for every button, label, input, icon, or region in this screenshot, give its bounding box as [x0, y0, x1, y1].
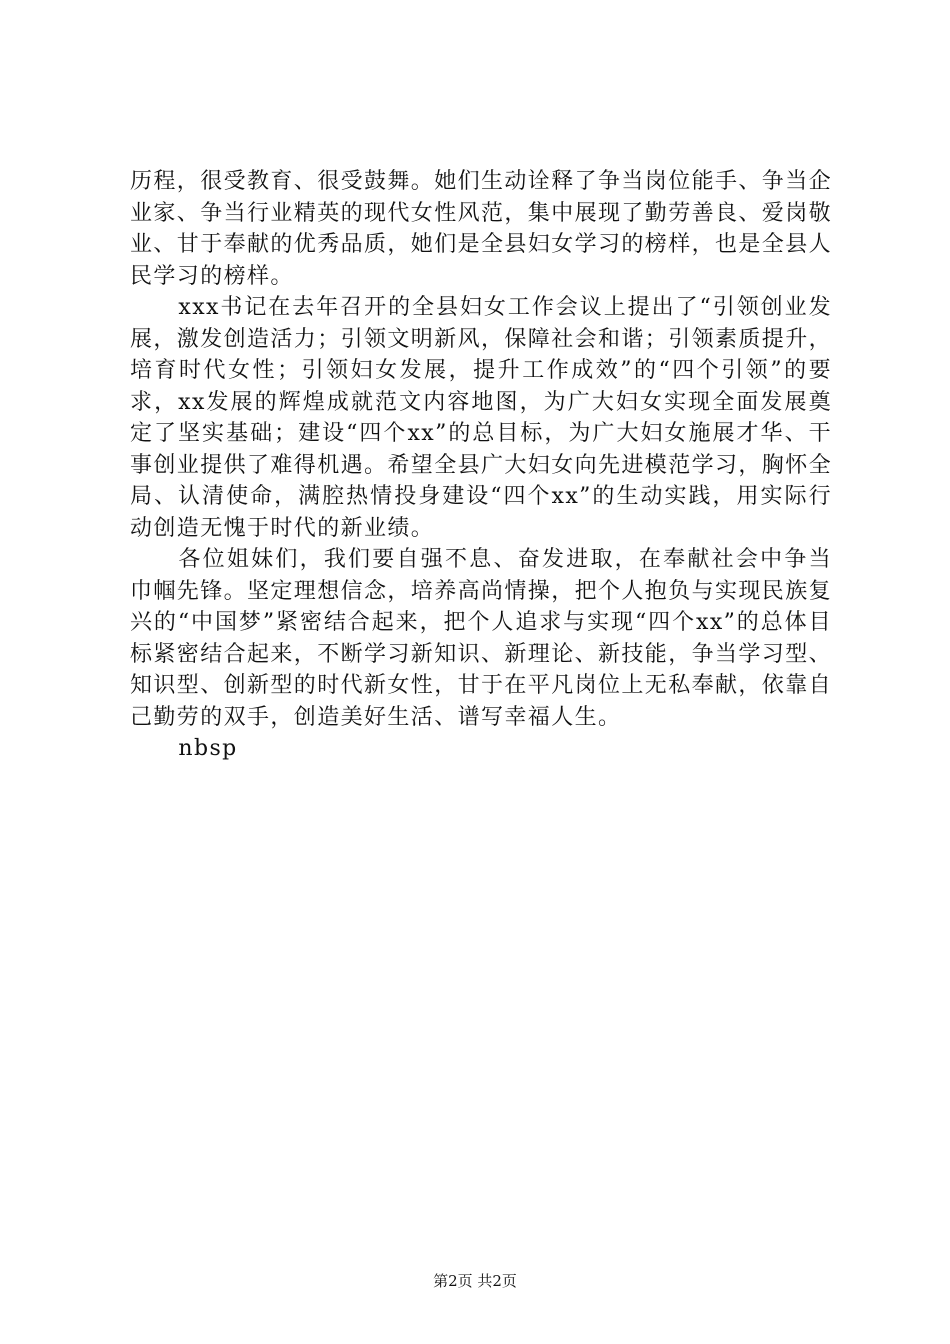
paragraph-secretary-proposal: xxx书记在去年召开的全县妇女工作会议上提出了“引领创业发展，激发创造活力；引领文明新风，保障社会和谐；引领素质提升，培育时代女性；引领妇女发展，提升工作成效”的“四个引领”的要求，xx发展的辉煌成就范文内容地图，为广大妇女实现全面发展奠定了坚实基础；建设“四个xx”的总目标，为广大妇女施展才华、干事创业提供了难得机遇。希望全县广大妇女向先进模范学习，胸怀全局、认清使命，满腔热情投身建设“四个xx”的生动实践，用实际行动创造无愧于时代的新业绩。 [130, 295, 833, 541]
paragraph-continuation: 历程，很受教育、很受鼓舞。她们生动诠释了争当岗位能手、争当企业家、争当行业精英的现代女性风范，集中展现了勤劳善良、爱岗敬业、甘于奉献的优秀品质，她们是全县妇女学习的榜样，也是全县人民学习的榜样。 [130, 169, 833, 289]
paragraph-sisters-appeal: 各位姐妹们，我们要自强不息、奋发进取，在奉献社会中争当巾帼先锋。坚定理想信念，培养高尚情操，把个人抱负与实现民族复兴的“中国梦”紧密结合起来，把个人追求与实现“四个xx”的总体目标紧密结合起来，不断学习新知识、新理论、新技能，争当学习型、知识型、创新型的时代新女性，甘于在平凡岗位上无私奉献，依靠自己勤劳的双手，创造美好生活、谱写幸福人生。 [130, 547, 833, 730]
document-body [130, 166, 832, 765]
page-footer: 第2页 共2页 [433, 1272, 517, 1290]
paragraph-nbsp: nbsp [178, 736, 238, 761]
